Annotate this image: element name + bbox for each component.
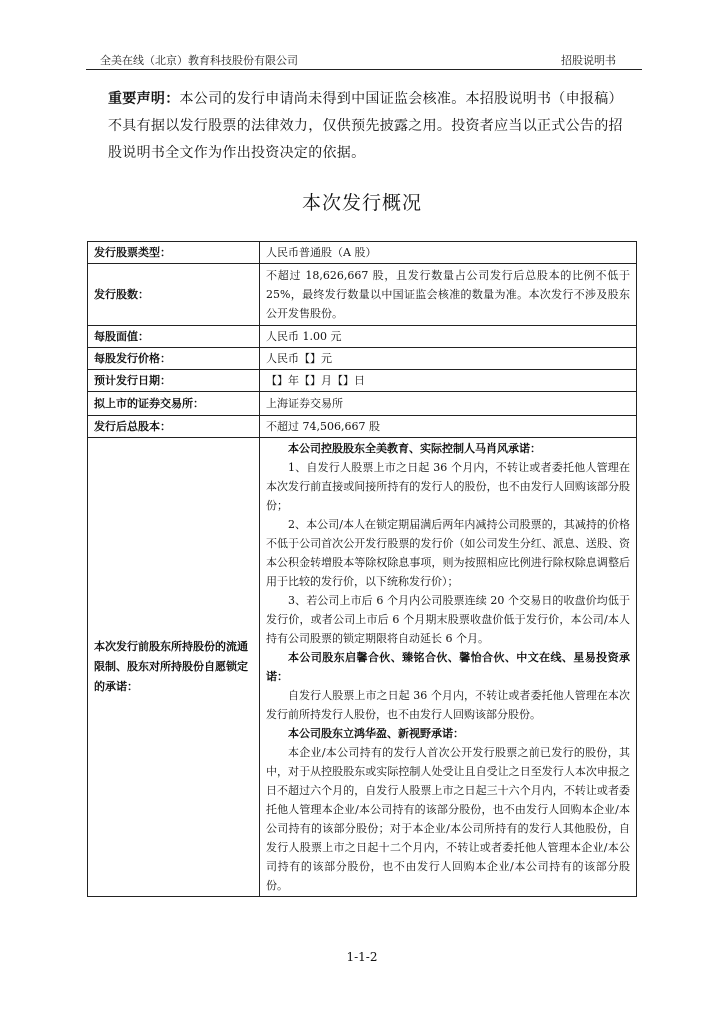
row-value: 人民币 1.00 元 <box>260 326 637 348</box>
row-value: 上海证券交易所 <box>260 392 637 416</box>
page-number: 1-1-2 <box>346 950 378 964</box>
row-value: 人民币普通股（A 股） <box>260 242 637 264</box>
header-divider <box>86 69 642 70</box>
lockup-key: 本次发行前股东所持股份的流通限制、股东对所持股份自愿锁定的承诺： <box>88 438 260 897</box>
lockup-subheading: 本公司股东立鸿华盈、新视野承诺： <box>288 727 464 740</box>
offering-summary-table <box>87 241 637 897</box>
row-key: 预计发行日期： <box>88 370 260 392</box>
lockup-paragraph: 自发行人股票上市之日起 36 个月内，不转让或者委托他人管理在本次发行前所持发行人股份，也不由发行人回购该部分股份。 <box>266 689 630 721</box>
row-key: 发行股票类型： <box>88 242 260 264</box>
lockup-paragraph: 2、本公司/本人在锁定期届满后两年内减持公司股票的，其减持的价格不低于公司首次公开发行股票的发行价（如公司发生分红、派息、送股、资本公积金转增股本等除权除息事项，则为按照相应比例进行除权除息调整后用于比较的发行价，以下统称发行价）； <box>266 518 630 588</box>
row-value: 不超过 74,506,667 股 <box>260 416 637 438</box>
row-value: 【】年【】月【】日 <box>260 370 637 392</box>
table-row <box>88 370 637 392</box>
row-key: 每股面值： <box>88 326 260 348</box>
table-row <box>88 438 637 897</box>
section-title: 本次发行概况 <box>301 192 422 214</box>
row-key: 拟上市的证券交易所： <box>88 392 260 416</box>
lockup-subheading: 本公司股东启馨合伙、臻铭合伙、馨怡合伙、中文在线、星易投资承诺： <box>266 651 630 683</box>
row-value: 人民币【】元 <box>260 348 637 370</box>
lockup-subheading: 本公司控股股东全美教育、实际控制人马肖风承诺： <box>288 442 541 455</box>
table-row <box>88 264 637 326</box>
declaration-text: 本公司的发行申请尚未得到中国证监会核准。本招股说明书（申报稿）不具有据以发行股票的法律效力，仅供预先披露之用。投资者应当以正式公告的招股说明书全文作为作出投资决定的依据。 <box>108 91 623 161</box>
table-row <box>88 392 637 416</box>
lockup-paragraph: 3、若公司上市后 6 个月内公司股票连续 20 个交易日的收盘价均低于发行价，或者公司上市后 6 个月期末股票收盘价低于发行价，本公司/本人持有公司股票的锁定期限将自动延长 6 个月。 <box>266 594 630 645</box>
row-key: 发行股数： <box>88 264 260 326</box>
lockup-paragraph: 1、自发行人股票上市之日起 36 个月内，不转让或者委托他人管理在本次发行前直接或间接所持有的发行人的股份，也不由发行人回购该部分股份； <box>266 461 630 512</box>
lockup-paragraph: 本企业/本公司持有的发行人首次公开发行股票之前已发行的股份，其中，对于从控股股东或实际控制人处受让且自受让之日至发行人本次申报之日不超过六个月的，自发行人股票上市之日起三十六个月内，不转让或者委托他人管理本企业/本公司持有的该部分股份，也不由发行人回购本企业/本公司持有的该部分股份；对于本企业/本公司所持有的发行人其他股份，自发行人股票上市之日起十二个月内，不转让或者委托他人管理本企业/本公司持有的该部分股份，也不由发行人回购本企业/本公司持有的该部分股份。 <box>266 746 630 892</box>
table-row <box>88 326 637 348</box>
declaration-label: 重要声明： <box>108 91 180 107</box>
row-value <box>260 264 637 326</box>
table-row <box>88 416 637 438</box>
table-row <box>88 348 637 370</box>
table-row <box>88 242 637 264</box>
row-key: 发行后总股本： <box>88 416 260 438</box>
row-key: 每股发行价格： <box>88 348 260 370</box>
lockup-value <box>260 438 637 897</box>
header-doc-type: 招股说明书 <box>561 54 616 67</box>
header-company: 全美在线（北京）教育科技股份有限公司 <box>100 54 298 67</box>
row-value-text: 不超过 18,626,667 股，且发行数量占公司发行后总股本的比例不低于 25%，最终发行数量以中国证监会核准的数量为准。本次发行不涉及股东公开发售股份。 <box>266 269 630 320</box>
important-declaration <box>108 86 623 167</box>
